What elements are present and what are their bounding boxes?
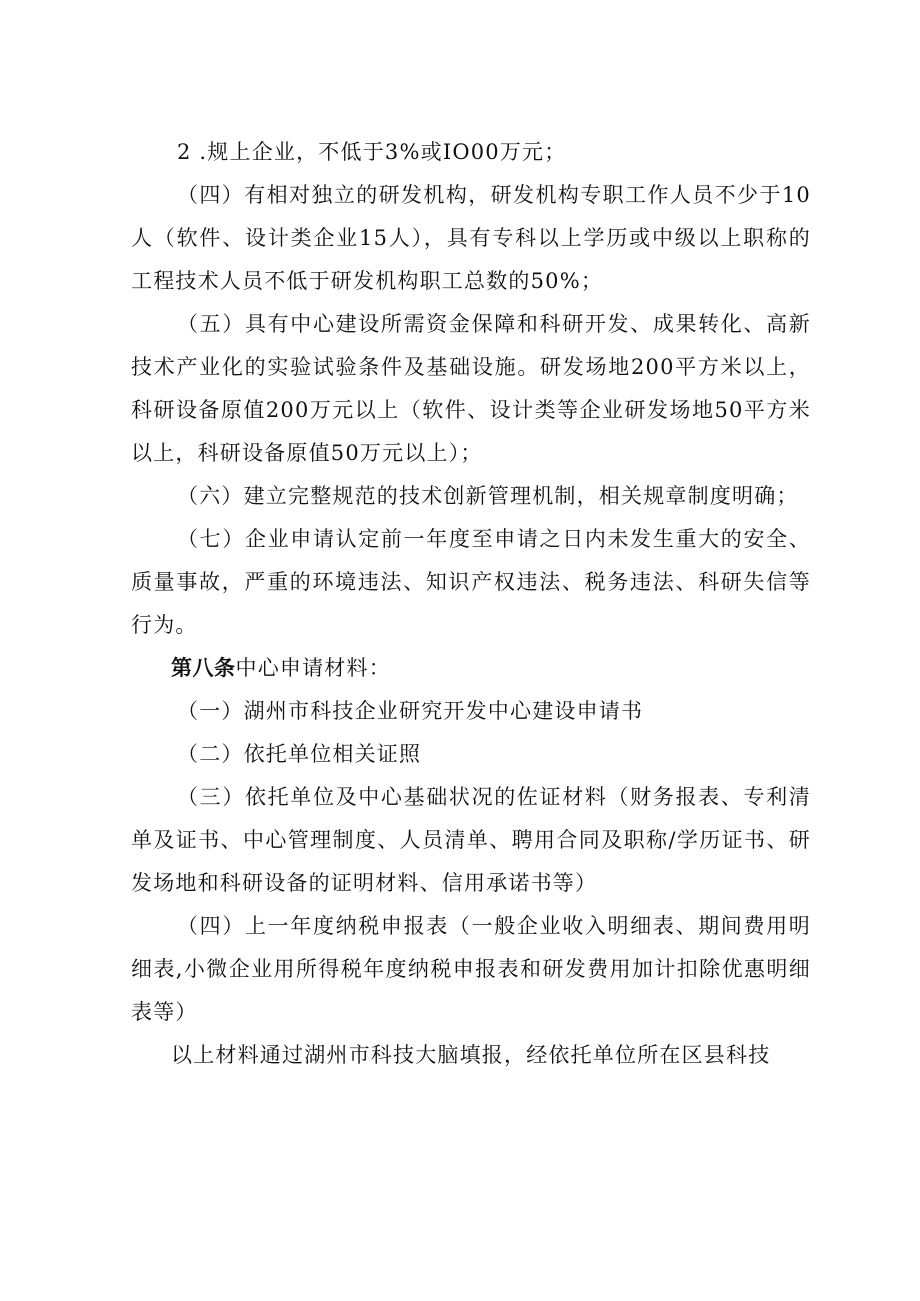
paragraph-condition-6: （六）建立完整规范的技术创新管理机制，相关规章制度明确；: [177, 484, 799, 508]
material-item-1: （一）湖州市科技企业研究开发中心建设申请书: [177, 699, 644, 723]
paragraph-condition-4: （四）有相对独立的研发机构，研发机构专职工作人员不少于10人（软件、设计类企业15人），具有专科以上学历或中级以上职称的工程技术人员不低于研发机构职工总数的50%；: [131, 183, 811, 293]
paragraph-condition-5: （五）具有中心建设所需资金保障和科研开发、成果转化、高新技术产业化的实验试验条件及基础设施。研发场地200平方米以上，科研设备原值200万元以上（软件、设计类等企业研发场地50平方米以上，科研设备原值50万元以上）；: [131, 312, 811, 465]
paragraph-condition-7: （七）企业申请认定前一年度至申请之日内未发生重大的安全、质量事故，严重的环境违法、知识产权违法、税务违法、科研失信等行为。: [131, 527, 811, 637]
material-item-4: （四）上一年度纳税申报表（一般企业收入明细表、期间费用明细表,小微企业用所得税年度纳税申报表和研发费用加计扣除优惠明细表等）: [131, 914, 811, 1024]
article-8-heading: 第八条: [171, 656, 236, 680]
article-8-line: [131, 647, 811, 690]
material-item-2: （二）依托单位相关证照: [177, 742, 422, 766]
paragraph-closing: 以上材料通过湖州市科技大脑填报，经依托单位所在区县科技: [171, 1043, 771, 1067]
material-item-3: （三）依托单位及中心基础状况的佐证材料（财务报表、专利清单及证书、中心管理制度、人员清单、聘用合同及职称/学历证书、研发场地和科研设备的证明材料、信用承诺书等）: [131, 785, 811, 895]
document-body: [131, 131, 811, 1077]
paragraph-item-2: 2 .规上企业，不低于3%或IO00万元；: [177, 140, 567, 164]
article-8-title: 中心申请材料：: [235, 656, 391, 680]
